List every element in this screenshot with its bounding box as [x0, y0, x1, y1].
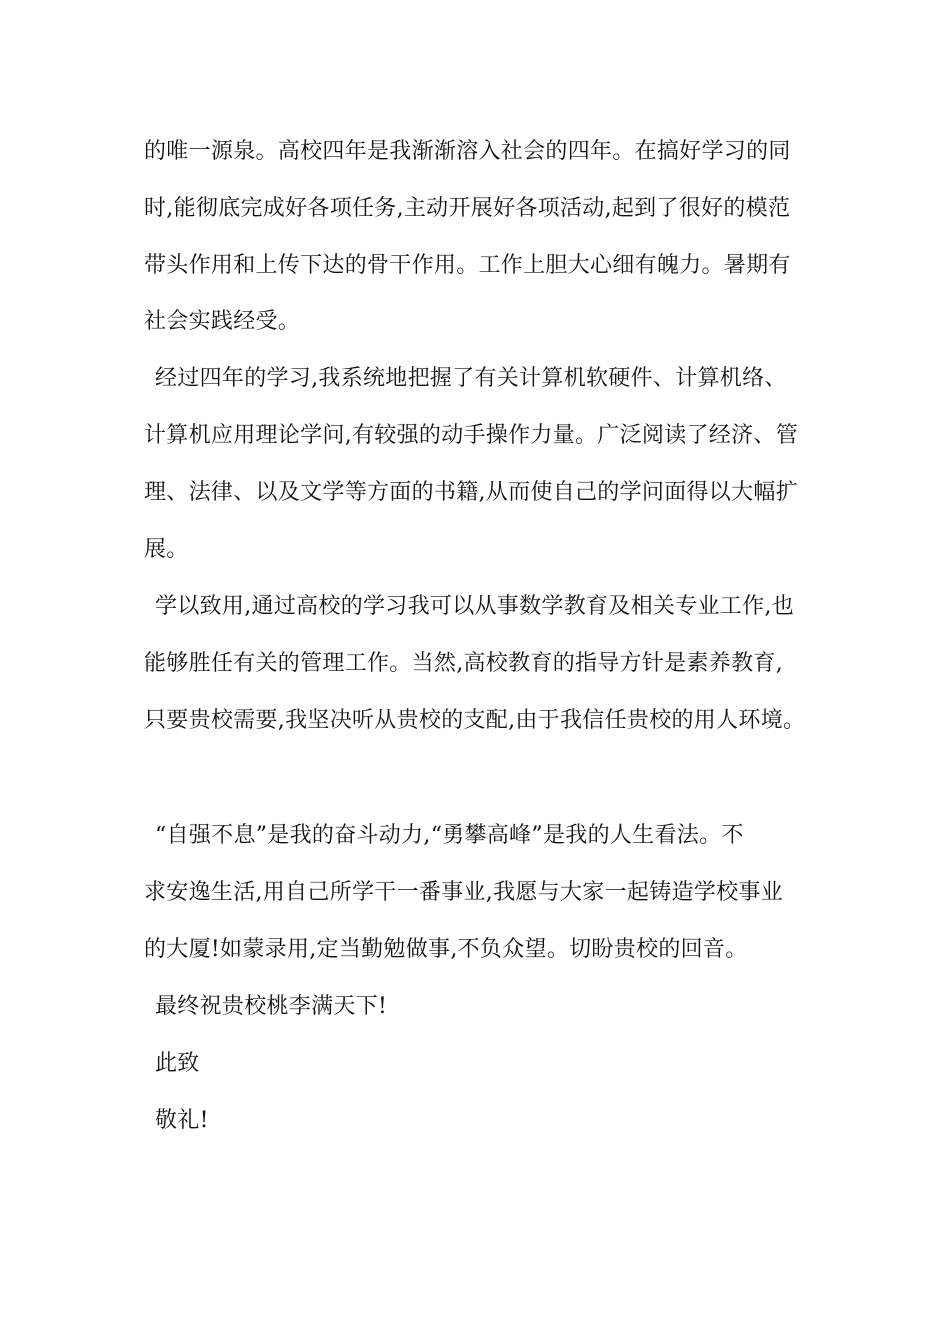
closing-wish: 最终祝贵校桃李满天下! — [155, 994, 388, 1019]
text-line: 计算机应用理论学问,有较强的动手操作力量。广泛阅读了经济、管 — [144, 423, 798, 448]
salutation-jing-li: 敬礼! — [155, 1108, 209, 1133]
text-line: 带头作用和上传下达的骨干作用。工作上胆大心细有魄力。暑期有 — [144, 253, 791, 278]
text-line: 的大厦!如蒙录用,定当勤勉做事,不负众望。切盼贵校的回音。 — [144, 937, 748, 962]
text-line: 展。 — [144, 537, 189, 562]
text-line: 能够胜任有关的管理工作。当然,高校教育的指导方针是素养教育, — [144, 651, 783, 676]
text-line: 求安逸生活,用自己所学干一番事业,我愿与大家一起铸造学校事业 — [144, 880, 783, 905]
text-line: 经过四年的学习,我系统地把握了有关计算机软硬件、计算机络、 — [155, 366, 787, 391]
salutation-ci-zhi: 此致 — [155, 1051, 200, 1076]
text-line: “自强不息”是我的奋斗动力,“勇攀高峰”是我的人生看法。不 — [155, 823, 744, 848]
text-line: 时,能彻底完成好各项任务,主动开展好各项活动,起到了很好的模范 — [144, 196, 791, 221]
text-line: 只要贵校需要,我坚决听从贵校的支配,由于我信任贵校的用人环境。 — [144, 708, 806, 733]
text-line: 的唯一源泉。高校四年是我渐渐溶入社会的四年。在搞好学习的同 — [144, 139, 791, 164]
text-line: 学以致用,通过高校的学习我可以从事数学教育及相关专业工作,也 — [155, 594, 794, 619]
text-line: 理、法律、以及文学等方面的书籍,从而使自己的学问面得以大幅扩 — [144, 480, 798, 505]
text-line: 社会实践经受。 — [144, 309, 301, 334]
